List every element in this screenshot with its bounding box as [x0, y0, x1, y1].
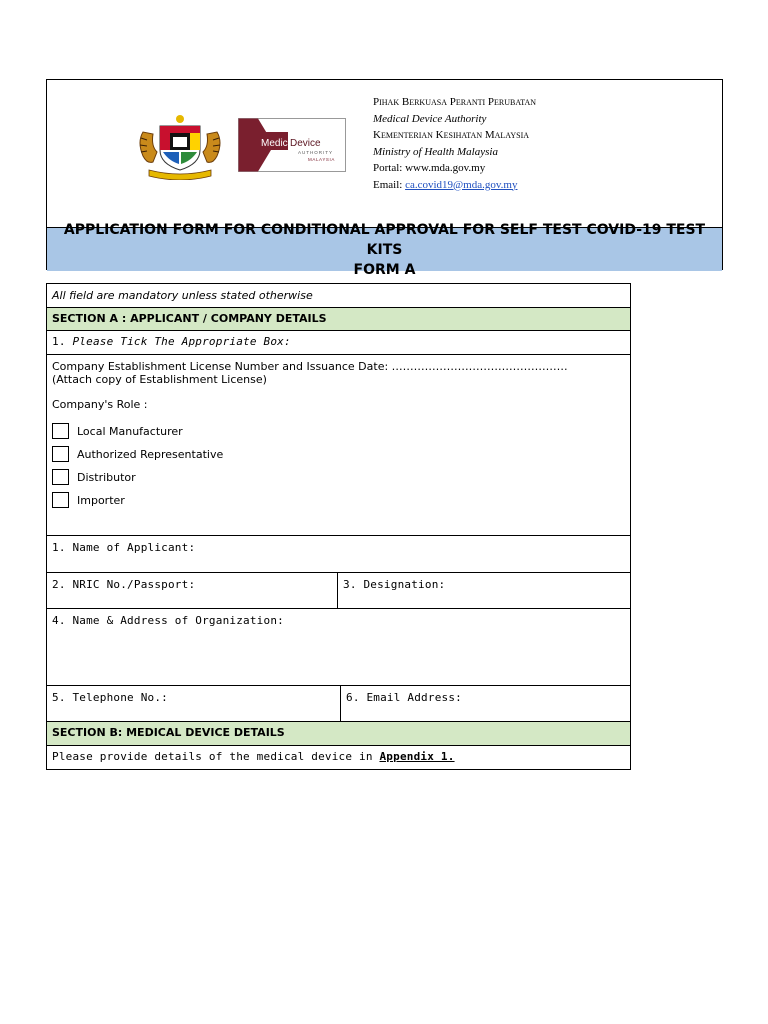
- appendix-link[interactable]: Appendix 1.: [379, 750, 455, 763]
- company-role-label: Company's Role :: [52, 398, 148, 411]
- letterhead: [46, 79, 723, 278]
- email-label: Email:: [373, 178, 403, 191]
- tick-instruction-text: Please Tick The Appropriate Box:: [72, 335, 291, 348]
- email-link[interactable]: ca.covid19@mda.gov.my: [405, 178, 518, 191]
- tick-instruction: [47, 331, 631, 355]
- nric-passport-field[interactable]: 2. NRIC No./Passport:: [47, 573, 338, 609]
- logo-device-text: Device: [290, 138, 321, 149]
- portal-line: [373, 160, 536, 177]
- org-name-malay: Pihak Berkuasa Peranti Perubatan: [373, 96, 537, 108]
- role-option-label: Authorized Representative: [77, 447, 224, 461]
- logo-malaysia-text: MALAYSIA: [308, 157, 335, 162]
- role-option-authorized-representative[interactable]: [52, 446, 625, 462]
- designation-field[interactable]: 3. Designation:: [338, 573, 631, 609]
- mda-logo: [238, 118, 346, 172]
- application-form-table: [46, 283, 631, 770]
- tick-instruction-number: 1.: [52, 335, 66, 348]
- email-line: [373, 177, 536, 194]
- org-name-english: Medical Device Authority: [373, 112, 487, 125]
- role-option-importer[interactable]: [52, 492, 625, 508]
- role-option-label: Importer: [77, 493, 125, 507]
- ministry-english: Ministry of Health Malaysia: [373, 145, 498, 158]
- role-option-distributor[interactable]: [52, 469, 625, 485]
- company-role-cell: [47, 355, 631, 536]
- form-subtitle: FORM A: [353, 262, 416, 278]
- malaysia-coat-of-arms-icon: [135, 112, 225, 180]
- telephone-field[interactable]: 5. Telephone No.:: [47, 686, 341, 722]
- portal-label: Portal:: [373, 162, 403, 174]
- section-a-header: SECTION A : APPLICANT / COMPANY DETAILS: [47, 308, 631, 331]
- portal-url: www.mda.gov.my: [405, 162, 486, 174]
- mandatory-note: All field are mandatory unless stated otherwise: [47, 284, 631, 308]
- name-of-applicant-field[interactable]: 1. Name of Applicant:: [47, 536, 631, 573]
- logo-medical-text: Medical: [261, 138, 296, 149]
- role-option-label: Distributor: [77, 470, 136, 484]
- authorized-representative-checkbox[interactable]: [52, 446, 69, 462]
- device-details-text: Please provide details of the medical device in: [52, 750, 380, 763]
- organization-info: [373, 94, 536, 193]
- local-manufacturer-checkbox[interactable]: [52, 423, 69, 439]
- logo-authority-text: AUTHORITY: [298, 150, 334, 155]
- role-option-label: Local Manufacturer: [77, 424, 183, 438]
- section-b-header: SECTION B: MEDICAL DEVICE DETAILS: [47, 722, 631, 746]
- form-title: APPLICATION FORM FOR CONDITIONAL APPROVAL FOR SELF TEST COVID-19 TEST KITS: [63, 222, 706, 258]
- role-option-local-manufacturer[interactable]: [52, 423, 625, 439]
- form-title-band: [47, 222, 722, 278]
- email-address-field[interactable]: 6. Email Address:: [341, 686, 631, 722]
- device-details-instruction: [47, 746, 631, 770]
- distributor-checkbox[interactable]: [52, 469, 69, 485]
- establishment-license-note: (Attach copy of Establishment License): [52, 373, 267, 386]
- organization-name-address-field[interactable]: 4. Name & Address of Organization:: [47, 609, 631, 686]
- ministry-malay: Kementerian Kesihatan Malaysia: [373, 129, 530, 141]
- importer-checkbox[interactable]: [52, 492, 69, 508]
- establishment-license-field[interactable]: Company Establishment License Number and Issuance Date: …………………………………………: [52, 360, 568, 373]
